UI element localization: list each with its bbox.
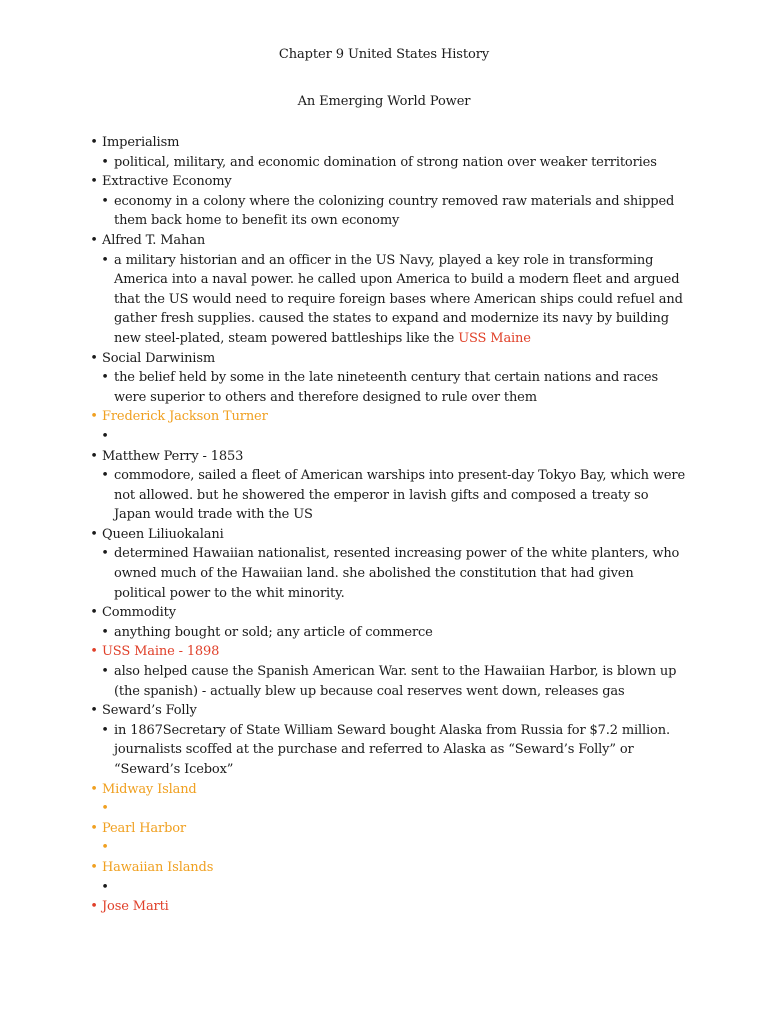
definition-item: [102, 721, 688, 780]
bullet-icon: •: [101, 252, 109, 268]
term-label: Seward’s Folly: [102, 703, 197, 719]
definition-list: [102, 838, 688, 858]
term-item: [0, 642, 768, 701]
term-item: [0, 603, 768, 642]
definition-text: economy in a colony where the colonizing country removed raw materials and shipped them back home to benefit its own economy: [114, 193, 675, 229]
term-label: Hawaiian Islands: [102, 859, 214, 875]
term-label: Midway Island: [102, 781, 197, 797]
term-item: [0, 407, 768, 446]
definition-item: [102, 623, 688, 643]
definition-list: [102, 427, 688, 447]
term-label: Commodity: [102, 605, 176, 621]
definition-item: [102, 192, 688, 231]
definition-text: commodore, sailed a fleet of American warships into present-day Tokyo Bay, which were not allowed. but he showered the emperor in lavish gifts and composed a treaty so Japan would trade with the US: [114, 468, 686, 523]
term-label: Imperialism: [102, 135, 180, 150]
uss-maine-link[interactable]: USS Maine: [458, 330, 531, 346]
term-item: [0, 525, 768, 603]
term-list: [0, 133, 768, 917]
bullet-icon: •: [101, 840, 109, 856]
definition-text: political, military, and economic domination of strong nation over weaker territories: [114, 154, 657, 170]
definition-text: also helped cause the Spanish American War. sent to the Hawaiian Harbor, is blown up (the spanish) - actually blew up because coal reserves went down, releases gas: [114, 664, 677, 699]
definition-text: [114, 429, 118, 444]
term-item: [0, 349, 768, 408]
term-label: Alfred T. Mahan: [102, 232, 206, 248]
term-item: [0, 897, 768, 917]
definition-list: [102, 192, 688, 231]
page-subtitle: An Emerging World Power: [297, 94, 471, 109]
definition-item: [102, 838, 688, 858]
bullet-icon: •: [101, 624, 109, 640]
bullet-icon: •: [101, 546, 109, 562]
bullet-icon: •: [90, 350, 98, 366]
term-label: Social Darwinism: [102, 350, 216, 366]
bullet-icon: •: [90, 174, 98, 190]
term-item: [0, 780, 768, 819]
definition-list: [102, 623, 688, 643]
bullet-icon: •: [101, 154, 109, 170]
definition-text: determined Hawaiian nationalist, resented increasing power of the white planters, who owned much of the Hawaiian land. she abolished the constitution that had given political power to the whit minority.: [114, 546, 680, 601]
definition-text: the belief held by some in the late nineteenth century that certain nations and races were superior to others and therefore designed to rule over them: [114, 370, 658, 405]
term-item: [0, 172, 768, 231]
bullet-icon: •: [90, 135, 98, 150]
term-label: Queen Liliuokalani: [102, 526, 224, 542]
definition-list: [102, 544, 688, 603]
definition-list: [102, 368, 688, 407]
bullet-icon: •: [101, 722, 109, 738]
term-item: [0, 858, 768, 897]
definition-text: [114, 801, 118, 816]
bullet-icon: •: [90, 448, 98, 464]
definition-item: [102, 427, 688, 447]
bullet-icon: •: [90, 820, 98, 836]
term-item: [0, 447, 768, 525]
bullet-icon: •: [101, 664, 109, 680]
definition-item: [102, 544, 688, 603]
bullet-icon: •: [90, 781, 98, 797]
bullet-icon: •: [90, 409, 98, 425]
definition-item: [102, 368, 688, 407]
definition-text: a military historian and an officer in the US Navy, played a key role in transforming America into a naval power. he called upon America to build a modern fleet and argued that the US would need to require foreign bases where American ships could refuel and gather fresh supplies. caused the states to expand and modernize its navy by building new steel-plated, steam powered battleships like the: [114, 252, 683, 346]
bullet-icon: •: [101, 468, 109, 484]
term-item: [0, 819, 768, 858]
bullet-icon: •: [101, 879, 109, 895]
term-label: Matthew Perry - 1853: [102, 448, 244, 464]
bullet-icon: •: [90, 644, 98, 660]
definition-list: [102, 251, 688, 349]
definition-list: [102, 662, 688, 701]
definition-list: [102, 153, 688, 173]
bullet-icon: •: [90, 605, 98, 621]
term-item: [0, 133, 768, 172]
definition-list: [102, 466, 688, 525]
term-label: Jose Marti: [102, 899, 169, 915]
term-label: USS Maine - 1898: [102, 644, 220, 660]
definition-item: [102, 878, 688, 898]
definition-text: in 1867Secretary of State William Seward bought Alaska from Russia for $7.2 million. journalists scoffed at the purchase and referred to Alaska as “Seward’s Folly” or “Seward’s Icebox”: [114, 722, 670, 777]
definition-list: [102, 878, 688, 898]
bullet-icon: •: [101, 193, 109, 209]
definition-text: anything bought or sold; any article of commerce: [114, 624, 433, 640]
definition-item: [102, 251, 688, 349]
term-label: Frederick Jackson Turner: [102, 409, 268, 425]
term-label: Pearl Harbor: [102, 820, 186, 836]
bullet-icon: •: [90, 859, 98, 875]
term-item: [0, 231, 768, 349]
definition-list: [102, 799, 688, 819]
definition-item: [102, 153, 688, 173]
bullet-icon: •: [90, 232, 98, 248]
page-title: Chapter 9 United States History: [278, 47, 490, 62]
definition-list: [102, 721, 688, 780]
bullet-icon: •: [101, 428, 109, 444]
term-item: [0, 701, 768, 779]
definition-text: [114, 880, 118, 895]
outline-list: [0, 133, 768, 917]
definition-item: [102, 466, 688, 525]
bullet-icon: •: [101, 801, 109, 817]
bullet-icon: •: [90, 703, 98, 719]
definition-item: [102, 799, 688, 819]
term-label: Extractive Economy: [102, 174, 232, 190]
bullet-icon: •: [90, 899, 98, 915]
definition-text: [114, 840, 118, 855]
bullet-icon: •: [101, 370, 109, 386]
bullet-icon: •: [90, 526, 98, 542]
definition-item: [102, 662, 688, 701]
